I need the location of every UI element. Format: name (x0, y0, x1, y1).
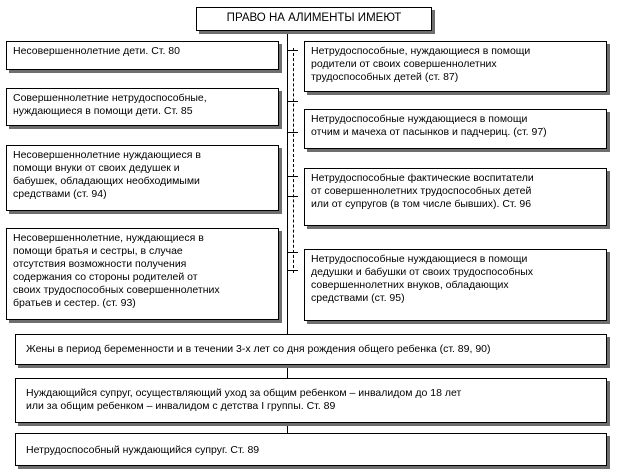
left-box-minor-siblings: Несовершеннолетние, нуждающиеся в помощи братья и сестры, в случае отсутствия возможности получения содержания со стороны родителей от своих трудоспособных совершеннолетних братьев и сестер. (ст. 93) (6, 228, 279, 320)
connector-tick (288, 132, 298, 133)
connector-tick (288, 252, 298, 253)
connector-tick (288, 50, 298, 51)
right-box-stepparents: Нетрудоспособные нуждающиеся в помощи отчим и мачеха от пасынков и падчериц. (ст. 97) (304, 109, 607, 149)
diagram-title: ПРАВО НА АЛИМЕНТЫ ИМЕЮТ (196, 7, 432, 31)
right-box-parents: Нетрудоспособные, нуждающиеся в помощи родители от своих совершеннолетних трудоспособных детей (ст. 87) (304, 41, 607, 92)
left-box-minor-children: Несовершеннолетние дети. Ст. 80 (6, 41, 279, 70)
right-dashed-trunk (293, 48, 294, 273)
bottom-box-pregnant-wives: Жены в период беременности и в течении 3-х лет со дня рождения общего ребенка (ст. 89, 90) (15, 334, 607, 365)
bottom-box-disabled-spouse: Нетрудоспособный нуждающийся супруг. Ст. 89 (15, 433, 607, 466)
bottom-box-caring-spouse: Нуждающийся супруг, осуществляющий уход за общим ребенком – инвалидом до 18 лет или за общим ребенком – инвалидом с детства I группы. Ст. 89 (15, 378, 607, 423)
connector-tick (288, 101, 298, 102)
connector-tick (288, 196, 298, 197)
right-box-foster-carers: Нетрудоспособные фактические воспитатели от совершеннолетних трудоспособных детей или от супругов (в том числе бывших). Ст. 96 (304, 168, 607, 226)
left-box-minor-grandchildren: Несовершеннолетние нуждающиеся в помощи внуки от своих дедушек и бабушек, обладающих необходимыми средствами (ст. 94) (6, 145, 279, 211)
connector-tick (288, 176, 298, 177)
right-box-grandparents: Нетрудоспособные нуждающиеся в помощи дедушки и бабушки от своих трудоспособных совершеннолетних внуков, обладающих средствами (ст. 95) (304, 249, 607, 321)
connector-tick (288, 270, 298, 271)
left-box-adult-disabled-children: Совершеннолетние нетрудоспособные, нуждающиеся в помощи дети. Ст. 85 (6, 88, 279, 126)
